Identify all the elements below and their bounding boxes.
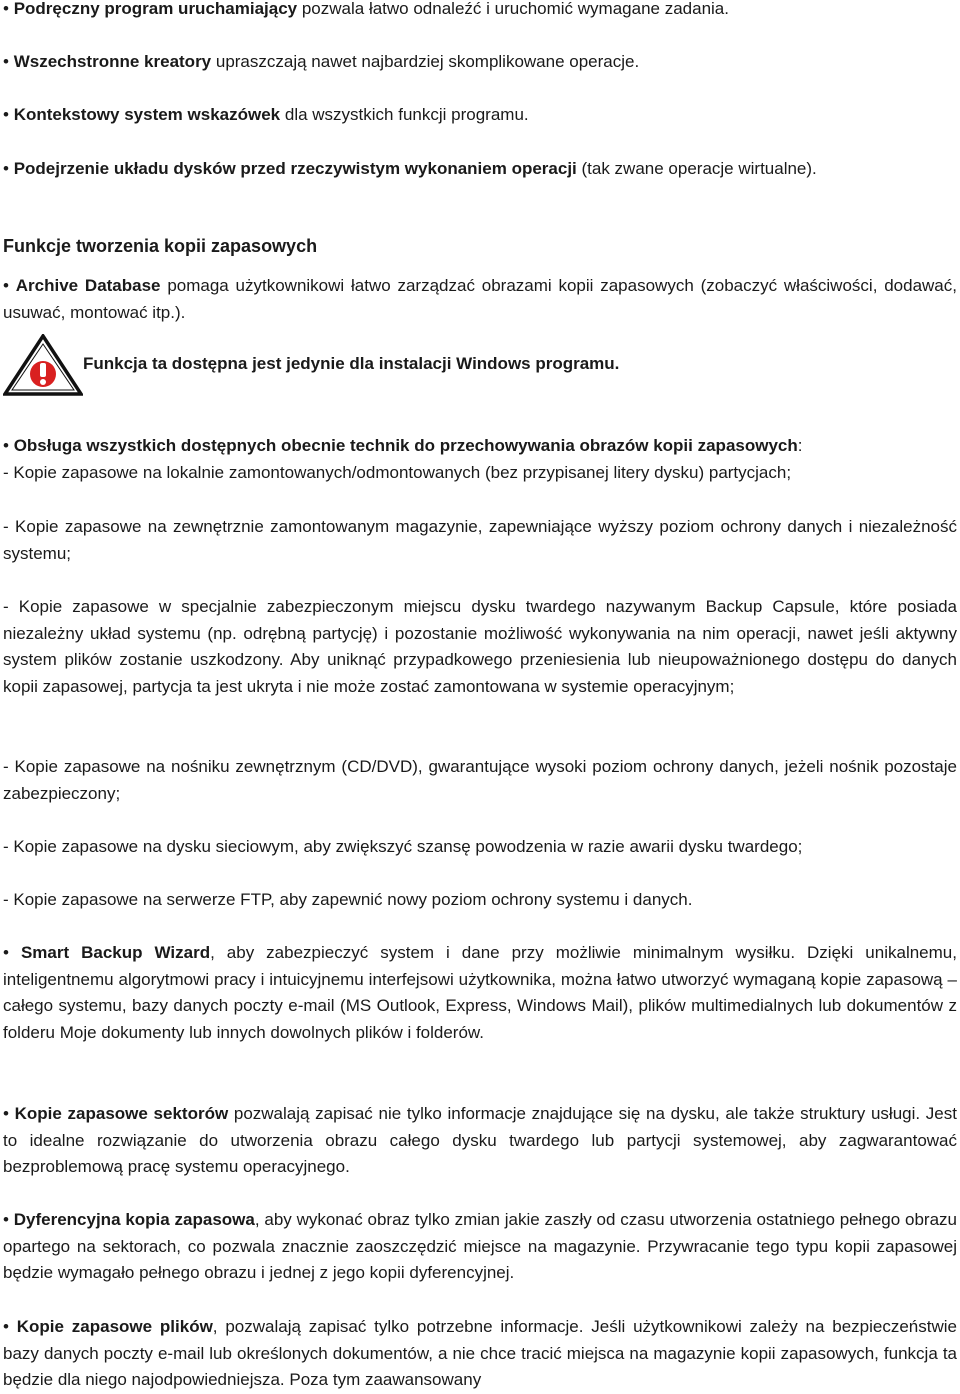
section-title: Funkcje tworzenia kopii zapasowych: [3, 236, 318, 256]
storage-network: - Kopie zapasowe na dysku sieciowym, aby zwiększyć szansę powodzenia w razie awarii dysku twardego;: [3, 837, 803, 856]
storage-local: - Kopie zapasowe na lokalnie zamontowanych/odmontowanych (bez przypisanej litery dysku) partycjach;: [3, 463, 792, 482]
bullet-wizards: • Wszechstronne kreatory upraszczają nawet najbardziej skomplikowane operacje.: [3, 49, 639, 76]
warning-triangle-icon: [3, 334, 83, 396]
warning-text: Funkcja ta dostępna jest jedynie dla instalacji Windows programu.: [83, 354, 620, 373]
bullet-differential-backup: • Dyferencyjna kopia zapasowa, aby wykonać obraz tylko zmian jakie zaszły od czasu utworzenia ostatniego pełnego obrazu opartego na sektorach, co pozwala znacznie zaoszczędzić miejsce na magazynie. Przywracanie tego typu kopii zapasowej będzie wymagało pełnego obrazu i jednej z jego kopii dyferencyjnej.: [3, 1207, 957, 1287]
storage-external: - Kopie zapasowe na zewnętrznie zamontowanym magazynie, zapewniające wyższy poziom ochrony danych i niezależność systemu;: [3, 517, 957, 563]
storage-ftp: - Kopie zapasowe na serwerze FTP, aby zapewnić nowy poziom ochrony systemu i danych.: [3, 890, 693, 909]
bullet-preview: • Podejrzenie układu dysków przed rzeczywistym wykonaniem operacji (tak zwane operacje wirtualne).: [3, 156, 817, 183]
storage-backup-capsule: - Kopie zapasowe w specjalnie zabezpieczonym miejscu dysku twardego nazywanym Backup Capsule, które posiada niezależny układ systemu (np. odrębną partycję) i pozostanie możliwość wykonywania na nim operacji, nawet jeśli aktywny system plików zostanie uszkodzony. Aby uniknąć przypadkowego przeniesienia lub nieupoważnionego dostępu do danych kopii zapasowej, partycja ta jest ukryta i nie może zostać zamontowana w systemie operacyjnym;: [3, 597, 957, 697]
bullet-tips: • Kontekstowy system wskazówek dla wszystkich funkcji programu.: [3, 102, 529, 129]
bullet-file-backup: • Kopie zapasowe plików, pozwalają zapisać tylko potrzebne informacje. Jeśli użytkownikowi zależy na bezpieczeństwie bazy danych poczty e-mail lub określonych dokumentów, a nie chce tracić miejsca na magazynie kopii zapasowych, funkcja ta będzie dla niego najodpowiedniejsza. Poza tym zaawansowany: [3, 1314, 957, 1394]
bullet-storage: • Obsługa wszystkich dostępnych obecnie technik do przechowywania obrazów kopii zapasowych:: [3, 433, 803, 460]
storage-cd-dvd: - Kopie zapasowe na nośniku zewnętrznym (CD/DVD), gwarantujące wysoki poziom ochrony danych, jeżeli nośnik pozostaje zabezpieczony;: [3, 757, 957, 803]
warning-note: [3, 334, 957, 400]
bullet-archive-database: • Archive Database pomaga użytkownikowi łatwo zarządzać obrazami kopii zapasowych (zobaczyć właściwości, dodawać, usuwać, montować itp.).: [3, 273, 957, 326]
bullet-launcher: • Podręczny program uruchamiający pozwala łatwo odnaleźć i uruchomić wymagane zadania.: [3, 0, 729, 23]
bullet-smart-backup-wizard: • Smart Backup Wizard, aby zabezpieczyć system i dane przy możliwie minimalnym wysiłku. Dzięki unikalnemu, inteligentnemu algorytmowi pracy i intuicyjnemu interfejsowi użytkownika, można łatwo utworzyć wymaganą kopie zapasową – całego systemu, bazy danych poczty e-mail (MS Outlook, Express, Windows Mail), plików multimedialnych lub dokumentów z folderu Moje dokumenty lub innych dowolnych plików i folderów.: [3, 940, 957, 1047]
bullet-sector-backup: • Kopie zapasowe sektorów pozwalają zapisać nie tylko informacje znajdujące się na dysku, ale także struktury usługi. Jest to idealne rozwiązanie do utworzenia obrazu całego dysku twardego lub partycji systemowej, aby zagwarantować bezproblemową pracę systemu operacyjnego.: [3, 1101, 957, 1181]
